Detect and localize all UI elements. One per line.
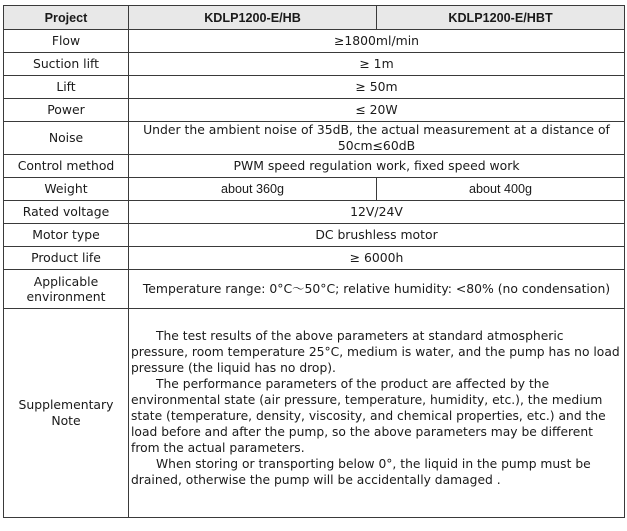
header-project: Project [4,6,129,30]
row-value-control-method: PWM speed regulation work, fixed speed work [129,155,625,178]
note-label-line2: Note [51,413,81,428]
row-label-noise: Noise [4,122,129,155]
table-row [4,53,625,76]
row-label-flow: Flow [4,30,129,53]
row-label-control-method: Control method [4,155,129,178]
row-value-suction-lift: ≥ 1m [129,53,625,76]
note-label-line1: Supplementary [18,397,114,412]
row-value-product-life: ≥ 6000h [129,247,625,270]
environment-label-line2: environment [26,289,106,304]
row-value-environment: Temperature range: 0°C～50°C; relative humidity: <80% (no condensation) [129,270,625,309]
row-value-noise: Under the ambient noise of 35dB, the actual measurement at a distance of 50cm≤60dB [129,122,625,155]
row-value-power: ≤ 20W [129,99,625,122]
row-value-supplementary-note [129,309,625,518]
table-row [4,99,625,122]
row-value-lift: ≥ 50m [129,76,625,99]
table-row [4,247,625,270]
row-label-motor-type: Motor type [4,224,129,247]
row-value-weight-b: about 400g [377,178,625,201]
row-value-flow: ≥1800ml/min [129,30,625,53]
header-row [4,6,625,30]
table-row [4,76,625,99]
row-label-power: Power [4,99,129,122]
table-row [4,155,625,178]
table-row [4,178,625,201]
row-label-supplementary-note [4,309,129,518]
environment-label-line1: Applicable [33,274,99,289]
row-label-lift: Lift [4,76,129,99]
row-label-weight: Weight [4,178,129,201]
row-label-environment [4,270,129,309]
table-row [4,270,625,309]
table-row [4,224,625,247]
table-row [4,30,625,53]
note-paragraph-2: The performance parameters of the product are affected by the environmental state (air pressure, temperature, humidity, etc.), the medium state (temperature, density, viscosity, and chemical properties, etc.) and the load before and after the pump, so the above parameters may be different from the actual parameters. [131,377,606,455]
note-paragraph-3: When storing or transporting below 0°, the liquid in the pump must be drained, otherwise the pump will be accidentally damaged . [131,457,591,487]
table-row [4,122,625,155]
row-label-product-life: Product life [4,247,129,270]
note-paragraph-1: The test results of the above parameters at standard atmospheric pressure, room temperature 25°C, medium is water, and the pump has no load pressure (the liquid has no drop). [131,329,620,375]
row-value-weight-a: about 360g [129,178,377,201]
header-model-b: KDLP1200-E/HBT [377,6,625,30]
row-label-rated-voltage: Rated voltage [4,201,129,224]
row-value-rated-voltage: 12V/24V [129,201,625,224]
table-row [4,201,625,224]
row-label-suction-lift: Suction lift [4,53,129,76]
row-value-motor-type: DC brushless motor [129,224,625,247]
header-model-a: KDLP1200-E/HB [129,6,377,30]
table-row [4,309,625,518]
spec-table [3,5,625,518]
